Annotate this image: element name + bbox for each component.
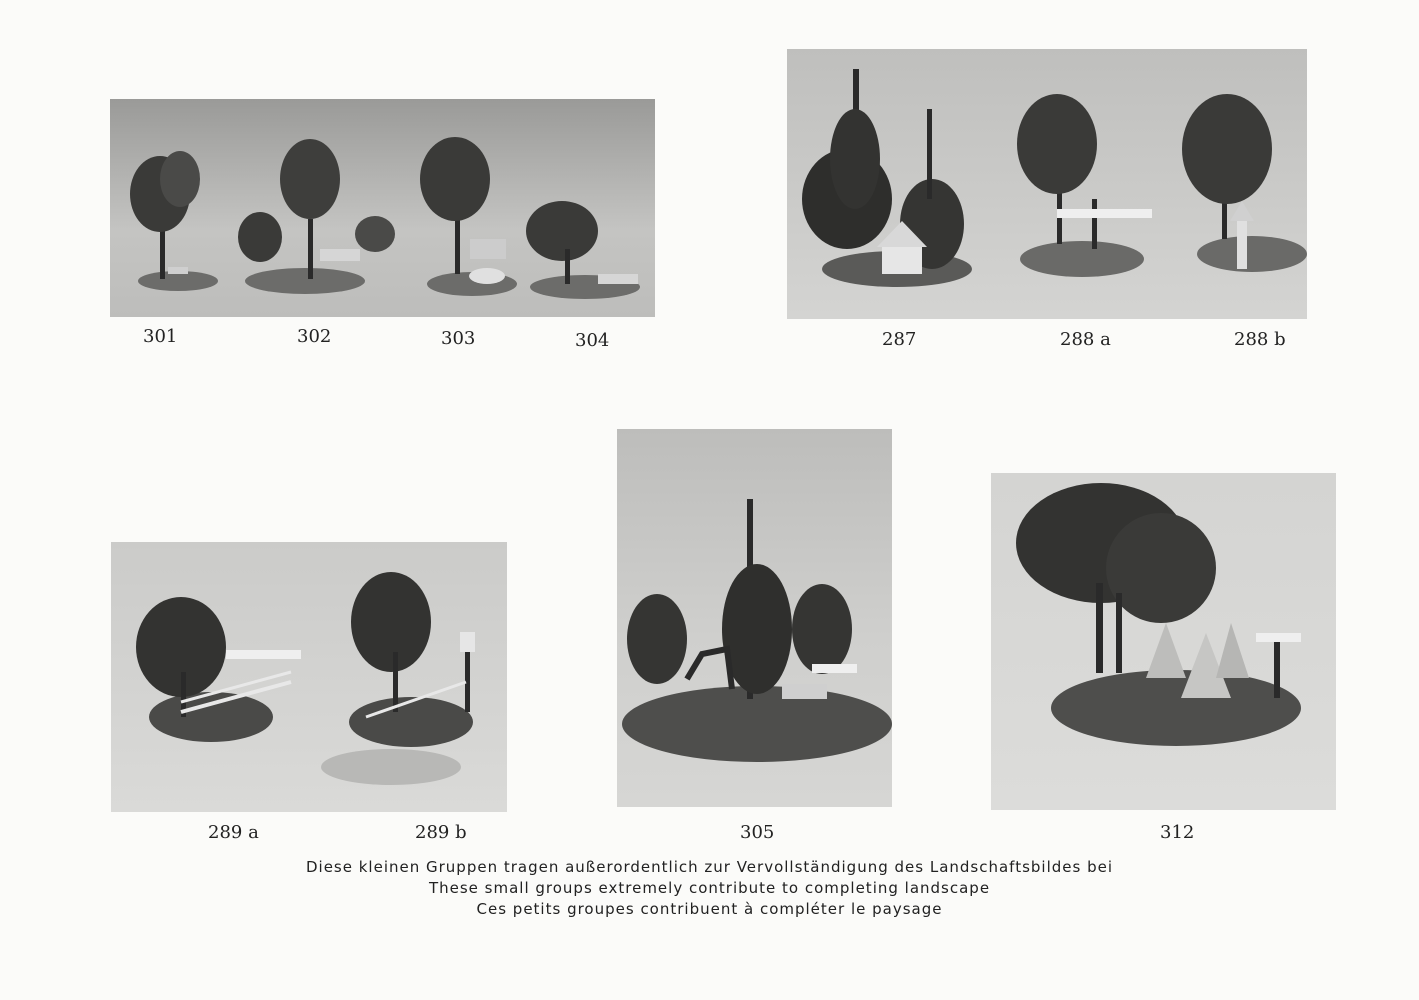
- label-305: 305: [740, 822, 775, 843]
- label-302: 302: [297, 326, 332, 347]
- label-312: 312: [1160, 822, 1195, 843]
- caption-english: These small groups extremely contribute to completing landscape: [428, 879, 991, 897]
- label-303: 303: [441, 328, 476, 349]
- label-288b: 288 b: [1234, 329, 1286, 350]
- caption-german: Diese kleinen Gruppen tragen außerordentlich zur Vervollständigung des Landschaftsbildes bei: [305, 858, 1113, 876]
- caption-french: Ces petits groupes contribuent à compléter le paysage: [476, 900, 943, 918]
- label-288a: 288 a: [1060, 329, 1111, 350]
- photo-287-288: [787, 49, 1307, 319]
- label-304: 304: [575, 330, 610, 351]
- photo-301-304: [110, 99, 655, 317]
- label-301: 301: [143, 326, 178, 347]
- photo-289: [111, 542, 507, 812]
- photo-312: [991, 473, 1336, 810]
- label-289a: 289 a: [208, 822, 259, 843]
- label-287: 287: [882, 329, 917, 350]
- label-289b: 289 b: [415, 822, 467, 843]
- photo-305: [617, 429, 892, 807]
